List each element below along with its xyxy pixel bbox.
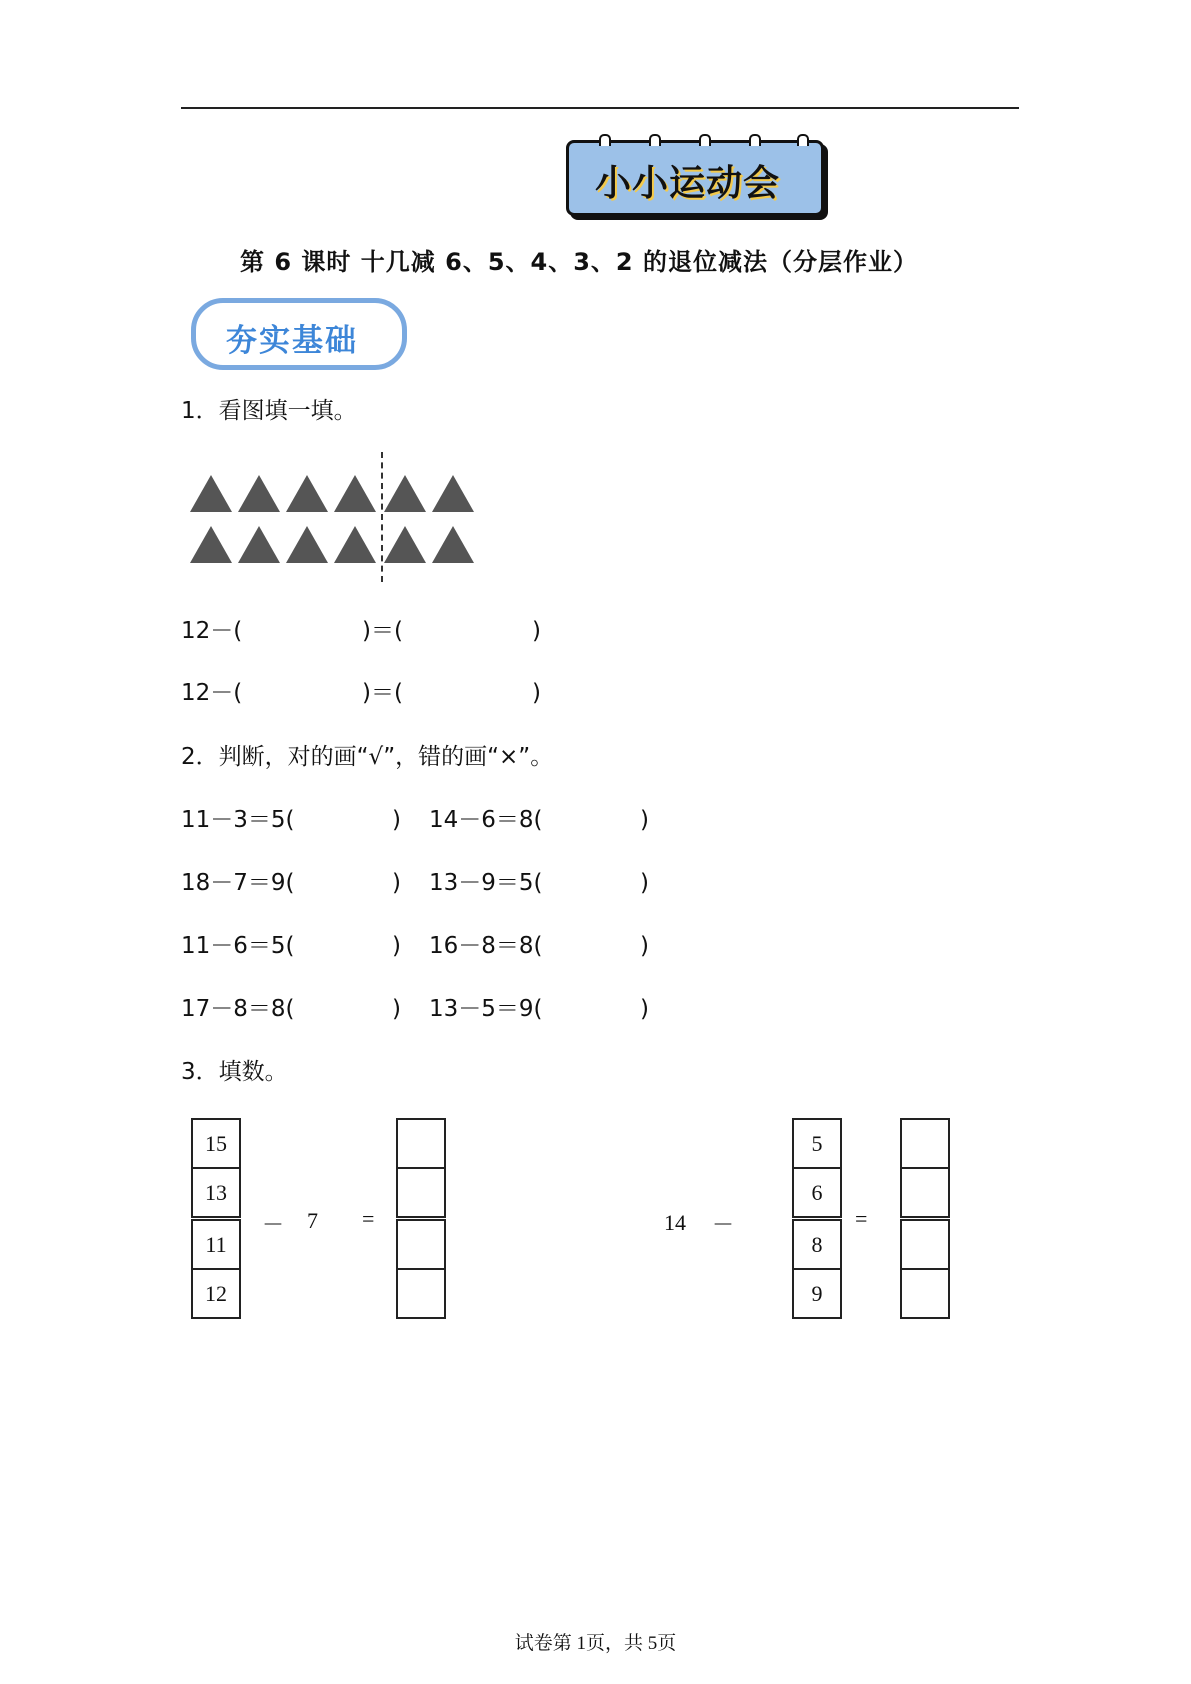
q3-left-answer-box[interactable] xyxy=(396,1167,446,1218)
q3-right-number: 9 xyxy=(792,1268,842,1319)
page-footer: 试卷第 1页，共 5页 xyxy=(514,1633,677,1654)
q3-left-number: 12 xyxy=(191,1268,241,1319)
triangle-icon xyxy=(286,475,328,512)
triangle-icon xyxy=(384,526,426,563)
q2-item: 14－6＝8( xyxy=(429,807,543,833)
q2-item: 11－3＝5( xyxy=(181,807,295,833)
q2-item: 11－6＝5( xyxy=(181,933,295,959)
lesson-title: 第 6 课时 十几减 6、5、4、3、2 的退位减法（分层作业） xyxy=(240,248,918,276)
triangle-icon xyxy=(238,526,280,563)
q3-left-answer-box[interactable] xyxy=(396,1219,446,1270)
q2-close[interactable]: ) xyxy=(640,870,649,896)
section-badge xyxy=(191,298,407,370)
title-banner xyxy=(566,140,824,216)
q3-left-answer-box[interactable] xyxy=(396,1268,446,1319)
q3-left-answer-box[interactable] xyxy=(396,1118,446,1169)
q3-right-answer-box[interactable] xyxy=(900,1219,950,1270)
q3-left-number: 13 xyxy=(191,1167,241,1218)
q3-right-minuend: 14 xyxy=(664,1210,686,1235)
q1-eq1-mid[interactable]: )＝( xyxy=(362,618,403,644)
triangle-icon xyxy=(432,526,474,563)
q2-close[interactable]: ) xyxy=(392,933,401,959)
divider-dashed-line xyxy=(381,452,383,582)
q1-prompt: 1．看图填一填。 xyxy=(181,398,357,424)
q2-close[interactable]: ) xyxy=(392,807,401,833)
q2-close[interactable]: ) xyxy=(640,933,649,959)
q2-item: 17－8＝8( xyxy=(181,996,295,1022)
triangle-icon xyxy=(238,475,280,512)
q3-left-equals: = xyxy=(362,1206,375,1231)
q2-item: 18－7＝9( xyxy=(181,870,295,896)
binder-ring-icon xyxy=(599,134,611,146)
q3-right-answer-box[interactable] xyxy=(900,1167,950,1218)
triangle-icon xyxy=(286,526,328,563)
banner-title: 小小运动会 xyxy=(595,163,781,204)
q3-prompt: 3．填数。 xyxy=(181,1059,288,1085)
q3-left-number: 11 xyxy=(191,1219,241,1270)
q2-close[interactable]: ) xyxy=(640,996,649,1022)
q2-item: 16－8＝8( xyxy=(429,933,543,959)
section-badge-label: 夯实基础 xyxy=(226,323,358,359)
binder-ring-icon xyxy=(797,134,809,146)
q2-close[interactable]: ) xyxy=(392,870,401,896)
q2-close[interactable]: ) xyxy=(392,996,401,1022)
q1-eq2-left: 12－( xyxy=(181,680,243,706)
q3-left-minus: － xyxy=(262,1212,285,1237)
q2-item: 13－5＝9( xyxy=(429,996,543,1022)
q1-eq1-left: 12－( xyxy=(181,618,243,644)
triangle-icon xyxy=(432,475,474,512)
binder-ring-icon xyxy=(649,134,661,146)
q3-left-subtrahend: 7 xyxy=(307,1208,318,1233)
q3-right-number: 6 xyxy=(792,1167,842,1218)
q3-left-number: 15 xyxy=(191,1118,241,1169)
triangle-icon xyxy=(190,526,232,563)
binder-ring-icon xyxy=(699,134,711,146)
q3-right-answer-box[interactable] xyxy=(900,1268,950,1319)
triangle-icon xyxy=(334,526,376,563)
q3-right-answer-box[interactable] xyxy=(900,1118,950,1169)
header-rule xyxy=(181,107,1019,109)
q3-right-number: 5 xyxy=(792,1118,842,1169)
q1-eq2-mid[interactable]: )＝( xyxy=(362,680,403,706)
q3-right-number: 8 xyxy=(792,1219,842,1270)
triangle-icon xyxy=(384,475,426,512)
q2-prompt: 2．判断，对的画“√”，错的画“×”。 xyxy=(181,744,554,770)
binder-ring-icon xyxy=(749,134,761,146)
q2-close[interactable]: ) xyxy=(640,807,649,833)
triangle-icon xyxy=(190,475,232,512)
q2-item: 13－9＝5( xyxy=(429,870,543,896)
triangle-icon xyxy=(334,475,376,512)
q3-right-equals: = xyxy=(855,1206,868,1231)
q3-right-minus: － xyxy=(712,1212,735,1237)
q1-eq2-right[interactable]: ) xyxy=(532,680,541,706)
q1-eq1-right[interactable]: ) xyxy=(532,618,541,644)
